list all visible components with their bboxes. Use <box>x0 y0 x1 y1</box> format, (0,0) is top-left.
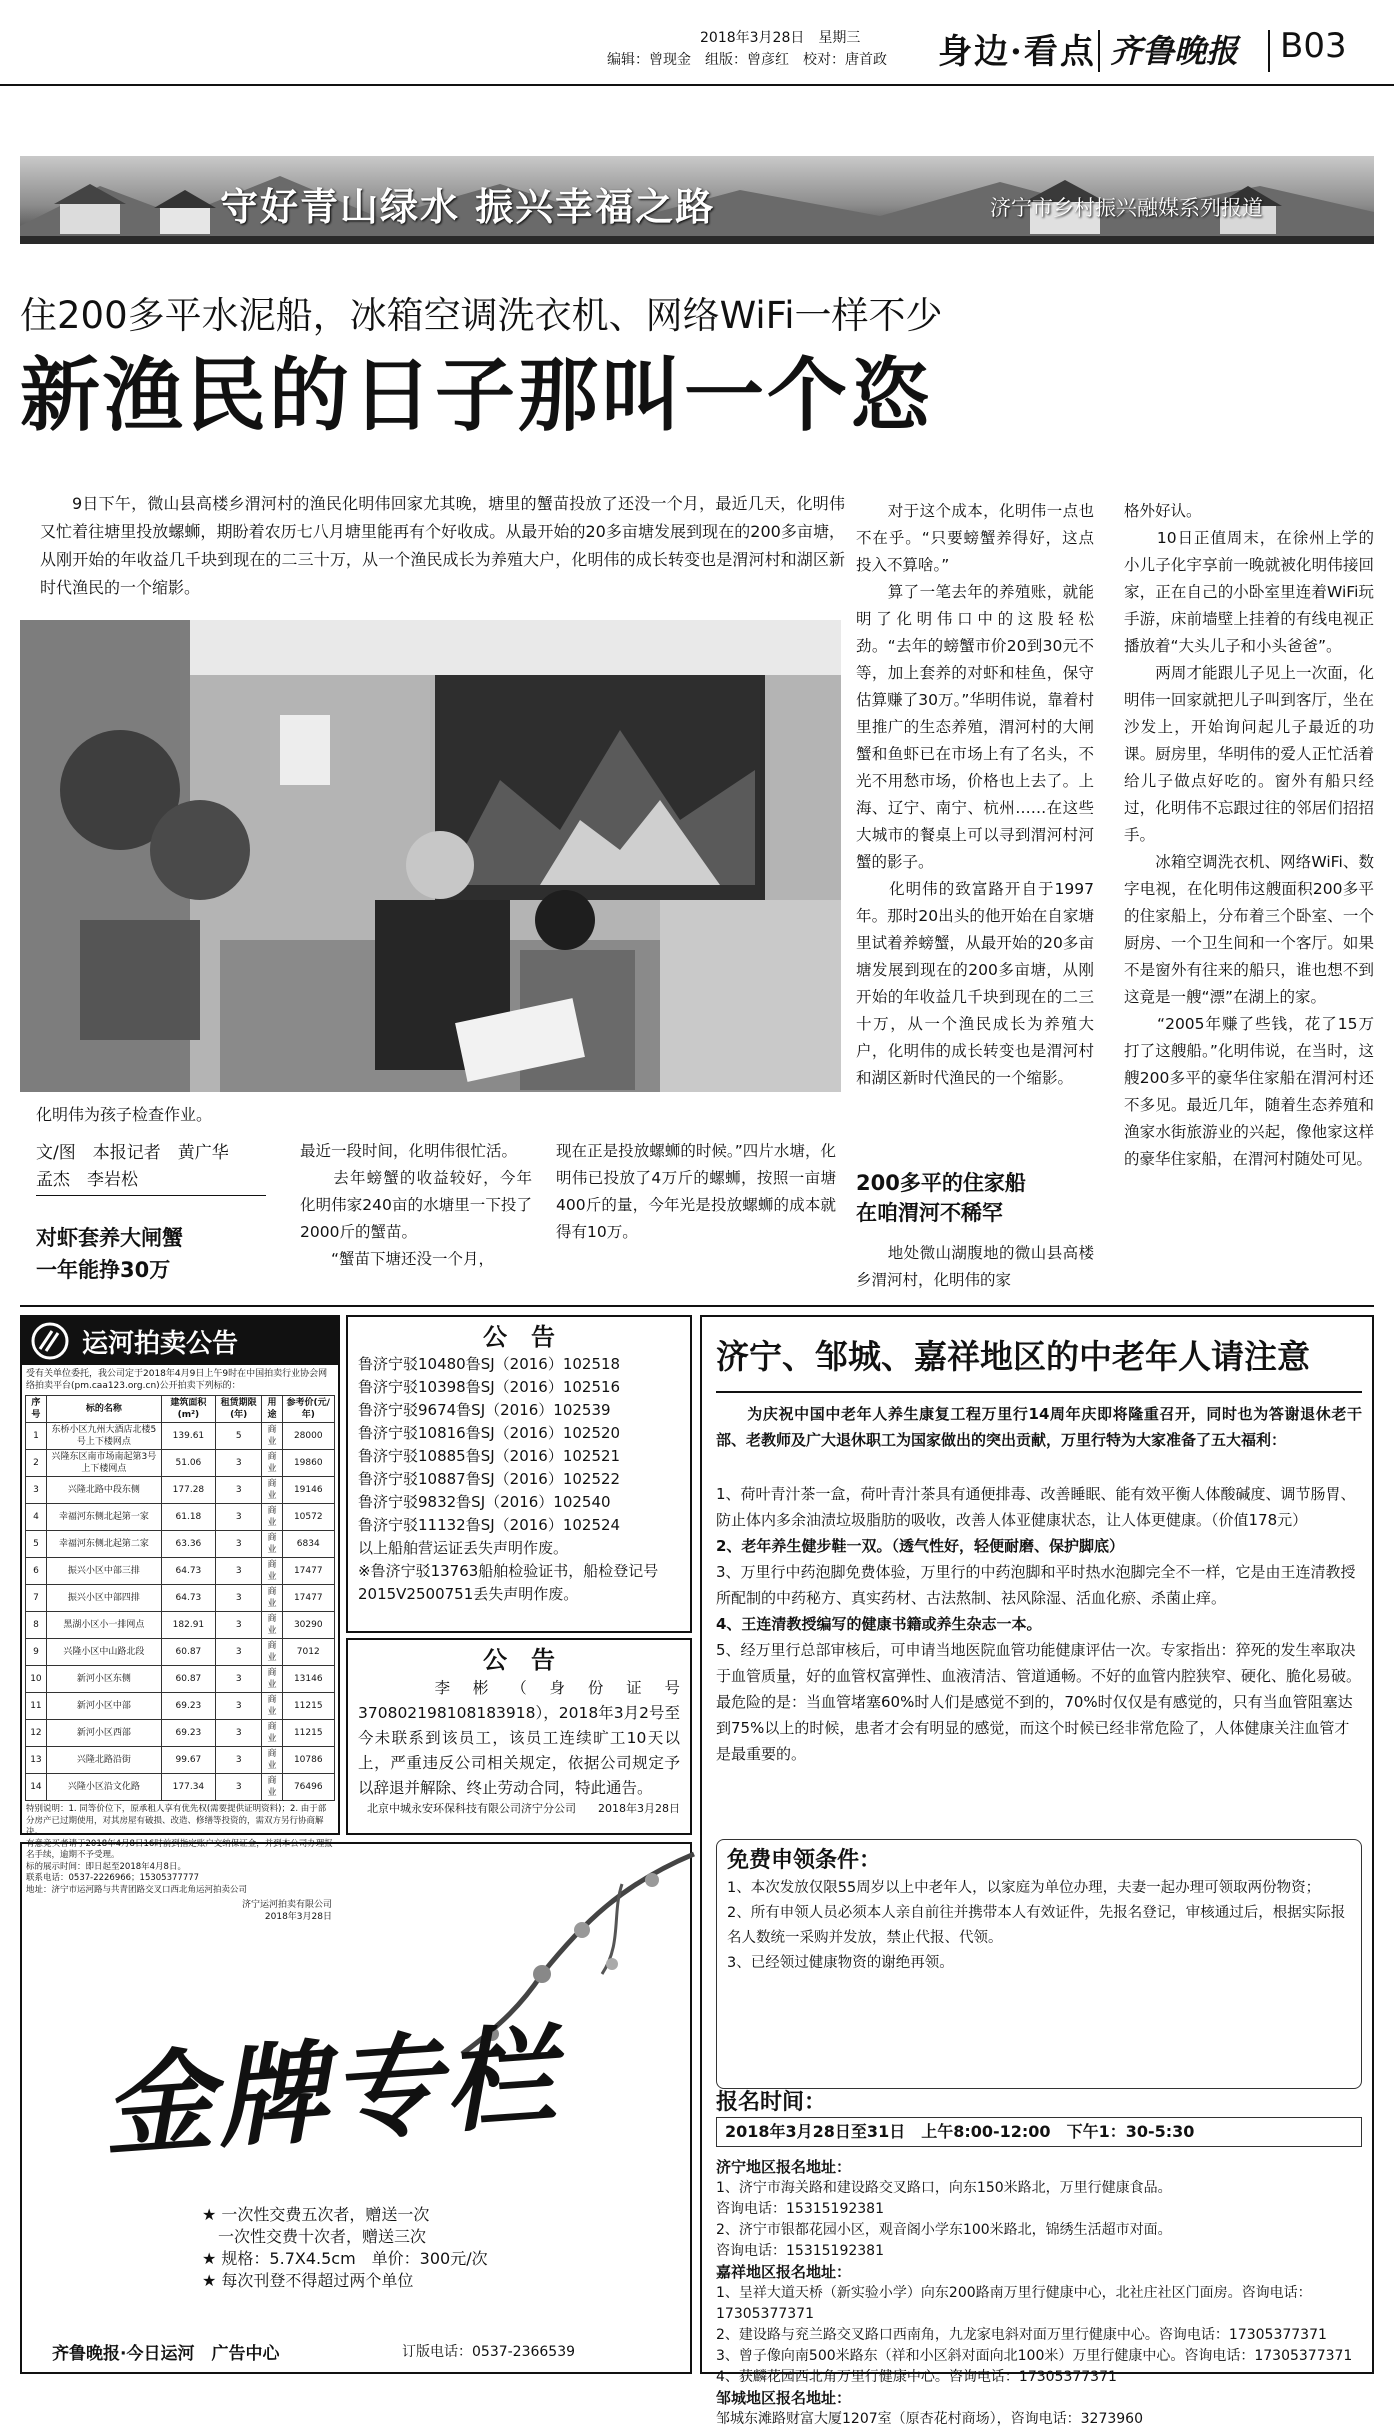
notice1-title: 公 告 <box>483 1323 555 1351</box>
auction-title: 运河拍卖公告 <box>82 1328 239 1359</box>
table-cell: 商业 <box>262 1666 282 1693</box>
section-title: 身边·看点 <box>938 32 1096 72</box>
table-cell: 兴隆小区中山路北段 <box>46 1639 161 1666</box>
living-room-scene <box>20 620 841 1092</box>
benefit-item: 1、荷叶青汁茶一盒，荷叶青汁茶具有通便排毒、改善睡眠、能有效平衡人体酸碱度、调节肠胃、防止体内多余油渍垃圾脂肪的吸收，改善人体亚健康状态，让人体更健康。（价值178元） <box>716 1485 1356 1529</box>
table-cell: 61.18 <box>161 1504 215 1531</box>
dismissal-notice <box>346 1638 692 1835</box>
table-cell: 6834 <box>282 1531 334 1558</box>
article-headline: 新渔民的日子那叫一个恣 <box>20 349 933 442</box>
table-header: 建筑面积(m²) <box>161 1396 215 1423</box>
table-header: 租赁期限(年) <box>215 1396 262 1423</box>
auction-intro: 受有关单位委托，我公司定于2018年4月9日上午9时在中国拍卖行业协会网络拍卖平台(pm.caa123.org.cn)公开拍卖下列标的： <box>26 1369 328 1391</box>
table-cell: 13146 <box>282 1666 334 1693</box>
table-cell: 兴隆东区南市场南起第3号上下楼网点 <box>46 1450 161 1477</box>
eligibility-box <box>716 1839 1362 2089</box>
issue-date: 2018年3月28日 星期三 <box>700 30 861 46</box>
table-cell: 12 <box>26 1720 47 1747</box>
table-cell: 3 <box>26 1477 47 1504</box>
column-d: 格外好认。 10日正值周末，在徐州上学的小儿子化宇享前一晚就被化明伟接回家，正在自己的小卧室里连着WiFi玩手游，床前墙壁上挂着的有线电视正播放着“大头儿子和小头爸爸”。 两周才能跟儿子见上一次面，化明伟一回家就把儿子叫到客厅，坐在沙发上，开始询问起儿子最近的功课。厨房里，华明伟的爱人正忙活着给儿子做点好吃的。窗外有船只经过，化明伟不忘跟过往的邻居们招招手。 冰箱空调洗衣机、网络WiFi、数字电视，在化明伟这艘面积200多平的住家船上，分布着三个卧室、一个厨房、一个卫生间和一个客厅。如果不是窗外有往来的船只，谁也想不到这竟是一艘“漂”在湖上的家。 “2005年赚了些钱，花了15万打了这艘船。”化明伟说，在当时，这艘200多平的豪华住家船在渭河村还不多见。最近几年，随着生态养殖和渔家水街旅游业的兴起，像他家这样的豪华住家船，在渭河村随处可见。 <box>1124 502 1374 1168</box>
byline-rule <box>36 1195 266 1196</box>
jiaxiang-addresses: 1、呈祥大道天桥（新实验小学）向东200路南万里行健康中心，北社庄社区门面房。咨询电话：17305377371 2、建设路与兖兰路交叉路口西南角，九龙家电斜对面万里行健康中心。咨询电话：17305377371 3、曾子像向南500米路东（祥和小区斜对面向北100米）万里行健康中心。咨询电话：17305377371 4、获麟花园西北角万里行健康中心。咨询电话：17305377371 <box>716 2285 1353 2385</box>
table-cell: 177.34 <box>161 1774 215 1801</box>
table-cell: 10572 <box>282 1504 334 1531</box>
article-end-rule <box>20 1305 1374 1307</box>
table-row <box>26 1693 335 1720</box>
table-cell: 19146 <box>282 1477 334 1504</box>
header-divider <box>1268 30 1270 72</box>
benefit-item: 4、王连清教授编写的健康书籍或养生杂志一本。 <box>716 1615 1042 1633</box>
table-cell: 商业 <box>262 1612 282 1639</box>
table-cell: 8 <box>26 1612 47 1639</box>
table-row <box>26 1666 335 1693</box>
notice2-title: 公 告 <box>483 1646 555 1674</box>
table-cell: 3 <box>215 1612 262 1639</box>
table-row <box>26 1531 335 1558</box>
table-cell: 3 <box>215 1450 262 1477</box>
table-cell: 商业 <box>262 1639 282 1666</box>
table-cell: 3 <box>215 1774 262 1801</box>
table-cell: 3 <box>215 1531 262 1558</box>
auction-table <box>25 1395 335 1801</box>
auction-footer: 济宁运河拍卖有限公司 2018年3月28日 <box>241 1900 332 1922</box>
table-cell: 5 <box>26 1531 47 1558</box>
table-cell: 商业 <box>262 1747 282 1774</box>
table-cell: 新河小区西部 <box>46 1720 161 1747</box>
zoucheng-title: 邹城地区报名地址： <box>716 2389 852 2407</box>
table-cell: 3 <box>215 1720 262 1747</box>
table-cell: 振兴小区中部四排 <box>46 1585 161 1612</box>
benefit-list <box>716 1481 1362 1767</box>
table-cell: 64.73 <box>161 1585 215 1612</box>
header-divider <box>1098 30 1100 72</box>
table-cell: 177.28 <box>161 1477 215 1504</box>
table-row <box>26 1477 335 1504</box>
table-cell: 商业 <box>262 1423 282 1450</box>
table-row <box>26 1423 335 1450</box>
auction-logo-icon <box>30 1321 70 1361</box>
table-cell: 11215 <box>282 1720 334 1747</box>
notice2-body: 李彬（身份证号370802198108183918），2018年3月2号至今未联系到该员工，该员工连续旷工10天以上，严重违反公司相关规定，依据公司规定予以辞退并解除、终止劳动合同，特此通告。 <box>358 1679 680 1797</box>
table-cell: 2 <box>26 1450 47 1477</box>
subhead-house-boat: 200多平的住家船 在咱渭河不稀罕 <box>856 1171 1026 1225</box>
table-cell: 商业 <box>262 1585 282 1612</box>
table-cell: 商业 <box>262 1504 282 1531</box>
column-b: 现在正是投放螺蛳的时候。”四片水塘，化明伟已投放了4万斤的螺蛳，按照一亩塘400斤的量，今年光是投放螺蛳的成本就得有10万。 <box>556 1142 836 1241</box>
table-row <box>26 1504 335 1531</box>
table-cell: 139.61 <box>161 1423 215 1450</box>
table-cell: 6 <box>26 1558 47 1585</box>
paper-logo: 齐鲁晚报 <box>1110 32 1239 70</box>
signup-time-title: 报名时间： <box>716 2090 827 2115</box>
gold-column-title: 金牌专栏 <box>98 2011 563 2172</box>
table-cell: 商业 <box>262 1531 282 1558</box>
signup-locations <box>716 2157 1362 2430</box>
table-cell: 30290 <box>282 1612 334 1639</box>
table-cell: 商业 <box>262 1477 282 1504</box>
table-cell: 黑湖小区小一排网点 <box>46 1612 161 1639</box>
table-cell: 3 <box>215 1504 262 1531</box>
table-cell: 商业 <box>262 1450 282 1477</box>
table-cell: 69.23 <box>161 1693 215 1720</box>
table-cell: 4 <box>26 1504 47 1531</box>
table-cell: 商业 <box>262 1720 282 1747</box>
gold-column-ad <box>20 1842 692 2374</box>
table-cell: 11215 <box>282 1693 334 1720</box>
article-photo <box>20 620 841 1092</box>
page-number: B03 <box>1280 26 1347 66</box>
signup-time: 2018年3月28日至31日 上午8:00-12:00 下午1：30-5:30 <box>716 2117 1362 2147</box>
table-cell: 新河小区中部 <box>46 1693 161 1720</box>
table-cell: 64.73 <box>161 1558 215 1585</box>
header-rule <box>0 84 1394 86</box>
photo-caption: 化明伟为孩子检查作业。 <box>36 1105 213 1124</box>
table-cell: 3 <box>215 1666 262 1693</box>
table-header: 序号 <box>26 1396 47 1423</box>
table-cell: 9 <box>26 1639 47 1666</box>
article-lede: 9日下午，微山县高楼乡渭河村的渔民化明伟回家尤其晚，塘里的蟹苗投放了还没一个月，最近几天，化明伟又忙着往塘里投放螺蛳，期盼着农历七八月塘里能再有个好收成。从最开始的20多亩塘发展到现在的200多亩塘，从刚开始的年收益几千块到现在的二三十万，从一个渔民成长为养殖大户，化明伟的成长转变也是渭河村和湖区新时代渔民的一个缩影。 <box>40 494 845 597</box>
table-cell: 13 <box>26 1747 47 1774</box>
table-cell: 新河小区东侧 <box>46 1666 161 1693</box>
benefit-item: 2、老年养生健步鞋一双。（透气性好，轻便耐磨、保护脚底） <box>716 1537 1124 1555</box>
gold-footer-left: 齐鲁晚报·今日运河 广告中心 <box>52 2344 280 2364</box>
table-cell: 11 <box>26 1693 47 1720</box>
article-kicker: 住200多平水泥船，冰箱空调洗衣机、网络WiFi一样不少 <box>20 294 943 337</box>
table-row <box>26 1747 335 1774</box>
zoucheng-address: 邹城东滩路财富大厦1207室（原杏花村商场），咨询电话：3273960 <box>716 2411 1143 2427</box>
table-cell: 商业 <box>262 1558 282 1585</box>
table-header: 标的名称 <box>46 1396 161 1423</box>
table-row <box>26 1774 335 1801</box>
table-cell: 3 <box>215 1693 262 1720</box>
health-title-rule <box>716 1391 1362 1393</box>
health-title: 济宁、邹城、嘉祥地区的中老年人请注意 <box>716 1337 1310 1376</box>
banner-slogan: 守好青山绿水 振兴幸福之路 <box>220 184 716 229</box>
table-row <box>26 1612 335 1639</box>
table-cell: 3 <box>215 1558 262 1585</box>
gold-footer-phone: 订版电话：0537-2366539 <box>402 2344 576 2360</box>
table-cell: 99.67 <box>161 1747 215 1774</box>
table-cell: 60.87 <box>161 1639 215 1666</box>
table-row <box>26 1558 335 1585</box>
table-cell: 3 <box>215 1585 262 1612</box>
benefit-item: 5、经万里行总部审核后，可申请当地医院血管功能健康评估一次。专家指出：猝死的发生率取决于血管质量，好的血管权富弹性、血液清洁、管道通畅。不好的血管内腔狭窄、硬化、脆化易破。最危险的是：当血管堵塞60%时人们是感觉不到的，70%时仅仅是有感觉的，只有当血管阻塞达到75%以上的时候，患者才会有明显的感觉，而这个时候已经非常危险了，人体健康关注血管才是最重要的。 <box>716 1641 1362 1763</box>
banner-series: 济宁市乡村振兴融媒系列报道 <box>990 196 1263 220</box>
auction-notice <box>20 1315 340 1922</box>
ship-certificate-notice <box>346 1315 692 1633</box>
eligibility-conditions: 1、本次发放仅限55周岁以上中老年人，以家庭为单位办理，夫妻一起办理可领取两份物资； 2、所有申领人员必须本人亲自前往并携带本人有效证件，先报名登记，审核通过后，根据实际报名人数统一采购并发放，禁止代报、代领。 3、已经领过健康物资的谢绝再领。 <box>727 1880 1346 1971</box>
health-intro: 为庆祝中国中老年人养生康复工程万里行14周年庆即将隆重召开，同时也为答谢退休老干部、老教师及广大退休职工为国家做出的突出贡献，万里行特为大家准备了五大福利： <box>716 1405 1362 1449</box>
jining-addresses: 1、济宁市海关路和建设路交叉路口，向东150米路北，万里行健康食品。 咨询电话：15315192381 2、济宁市银都花园小区，观音阁小学东100米路北，锦绣生活超市对面。 咨询电话：15315192381 <box>716 2180 1172 2259</box>
health-promotion-ad <box>700 1315 1374 2427</box>
column-a: 最近一段时间，化明伟很忙活。 去年螃蟹的收益较好，今年化明伟家240亩的水塘里一下投了2000斤的蟹苗。 “蟹苗下塘还没一个月， <box>300 1142 532 1268</box>
table-cell: 28000 <box>282 1423 334 1450</box>
table-cell: 振兴小区中部三排 <box>46 1558 161 1585</box>
table-cell: 10 <box>26 1666 47 1693</box>
eligibility-title: 免费申领条件： <box>727 1848 882 1873</box>
table-row <box>26 1720 335 1747</box>
notice2-sign: 北京中城永安环保科技有限公司济宁分公司 2018年3月28日 <box>367 1802 680 1815</box>
column-c-continued: 地处微山湖腹地的微山县高楼乡渭河村，化明伟的家 <box>856 1244 1094 1289</box>
jining-title: 济宁地区报名地址： <box>716 2158 852 2176</box>
table-header: 参考价(元/年) <box>282 1396 334 1423</box>
table-cell: 幸福河东侧北起第一家 <box>46 1504 161 1531</box>
table-cell: 3 <box>215 1639 262 1666</box>
table-cell: 17477 <box>282 1585 334 1612</box>
table-cell: 19860 <box>282 1450 334 1477</box>
table-cell: 14 <box>26 1774 47 1801</box>
table-cell: 60.87 <box>161 1666 215 1693</box>
table-cell: 兴隆北路沿街 <box>46 1747 161 1774</box>
table-cell: 182.91 <box>161 1612 215 1639</box>
table-cell: 3 <box>215 1747 262 1774</box>
table-cell: 兴隆小区沿文化路 <box>46 1774 161 1801</box>
notice1-body: 鲁济宁驳10480鲁SJ（2016）102518 鲁济宁驳10398鲁SJ（2016）102516 鲁济宁驳9674鲁SJ（2016）102539 鲁济宁驳10816鲁SJ（2016）102520 鲁济宁驳10885鲁SJ（2016）102521 鲁济宁驳10887鲁SJ（2016）102522 鲁济宁驳9832鲁SJ（2016）102540 鲁济宁驳11132鲁SJ（2016）102524 以上船舶营运证丢失声明作废。 ※鲁济宁驳13763船舶检验证书，船检登记号2015V2500751丢失声明作废。 <box>358 1355 659 1603</box>
table-cell: 商业 <box>262 1693 282 1720</box>
auction-title-bar <box>22 1317 338 1365</box>
table-cell: 1 <box>26 1423 47 1450</box>
jiaxiang-title: 嘉祥地区报名地址： <box>716 2263 852 2281</box>
table-cell: 东桥小区九州大酒店北楼5号上下楼网点 <box>46 1423 161 1450</box>
table-cell: 3 <box>215 1477 262 1504</box>
byline: 文/图 本报记者 黄广华 孟杰 李岩松 <box>36 1143 229 1190</box>
table-cell: 17477 <box>282 1558 334 1585</box>
gold-column-terms: ★ 一次性交费五次者，赠送一次 一次性交费十次者，赠送三次 ★ 规格：5.7X4.5cm 单价：300元/次 ★ 每次刊登不得超过两个单位 <box>202 2205 488 2290</box>
subhead-shrimp-crab: 对虾套养大闸蟹 一年能挣30万 <box>36 1226 183 1282</box>
table-cell: 10786 <box>282 1747 334 1774</box>
table-cell: 63.36 <box>161 1531 215 1558</box>
editor-credits: 编辑：曾现金 组版：曾彦红 校对：唐首政 <box>607 52 887 68</box>
table-cell: 5 <box>215 1423 262 1450</box>
table-row <box>26 1639 335 1666</box>
benefit-item: 3、万里行中药泡脚免费体验，万里行的中药泡脚和平时热水泡脚完全不一样，它是由王连清教授所配制的中药秘方、真实药材、古法熬制、祛风除湿、活血化瘀、杀菌止痒。 <box>716 1563 1356 1607</box>
table-cell: 兴隆北路中段东侧 <box>46 1477 161 1504</box>
table-cell: 7012 <box>282 1639 334 1666</box>
table-cell: 76496 <box>282 1774 334 1801</box>
table-cell: 商业 <box>262 1774 282 1801</box>
auction-notes: 特别说明：1. 同等价位下，原承租人享有优先权(需要提供证明资料)；2. 由于部分房产已过期使用，对其房屋有破损、改造、修缮等投资的，需双方另行协商解决。 有意竞买者请于2018年4月8日16时前到指定账户交纳保证金，并到本公司办理报名手续，逾期不予受理。 标的展示时间：即日起至2018年4月8日。 联系电话：0537-2226966；15305377777 地址：济宁市运河路与共青团路交叉口西北角运河拍卖公司 <box>26 1804 333 1895</box>
table-header: 用途 <box>262 1396 282 1423</box>
table-cell: 7 <box>26 1585 47 1612</box>
table-cell: 51.06 <box>161 1450 215 1477</box>
table-cell: 幸福河东侧北起第二家 <box>46 1531 161 1558</box>
series-banner <box>20 156 1374 244</box>
column-c: 对于这个成本，化明伟一点也不在乎。“只要螃蟹养得好，这点投入不算啥。” 算了一笔去年的养殖账，就能明了化明伟口中的这股轻松劲。“去年的螃蟹市价20到30元不等，加上套养的对虾和桂鱼，保守估算赚了30万。”华明伟说，靠着村里推广的生态养殖，渭河村的大闸蟹和鱼虾已在市场上有了名头，不光不用愁市场，价格也上去了。上海、辽宁、南宁、杭州……在这些大城市的餐桌上可以寻到渭河村河蟹的影子。 化明伟的致富路开自于1997年。那时20出头的他开始在自家塘里试着养螃蟹，从最开始的20多亩塘发展到现在的200多亩塘，从刚开始的年收益几千块到现在的二三十万，从一个渔民成长为养殖大户，化明伟的成长转变也是渭河村和湖区新时代渔民的一个缩影。 <box>856 502 1094 1087</box>
table-cell: 69.23 <box>161 1720 215 1747</box>
table-row <box>26 1585 335 1612</box>
table-row <box>26 1450 335 1477</box>
